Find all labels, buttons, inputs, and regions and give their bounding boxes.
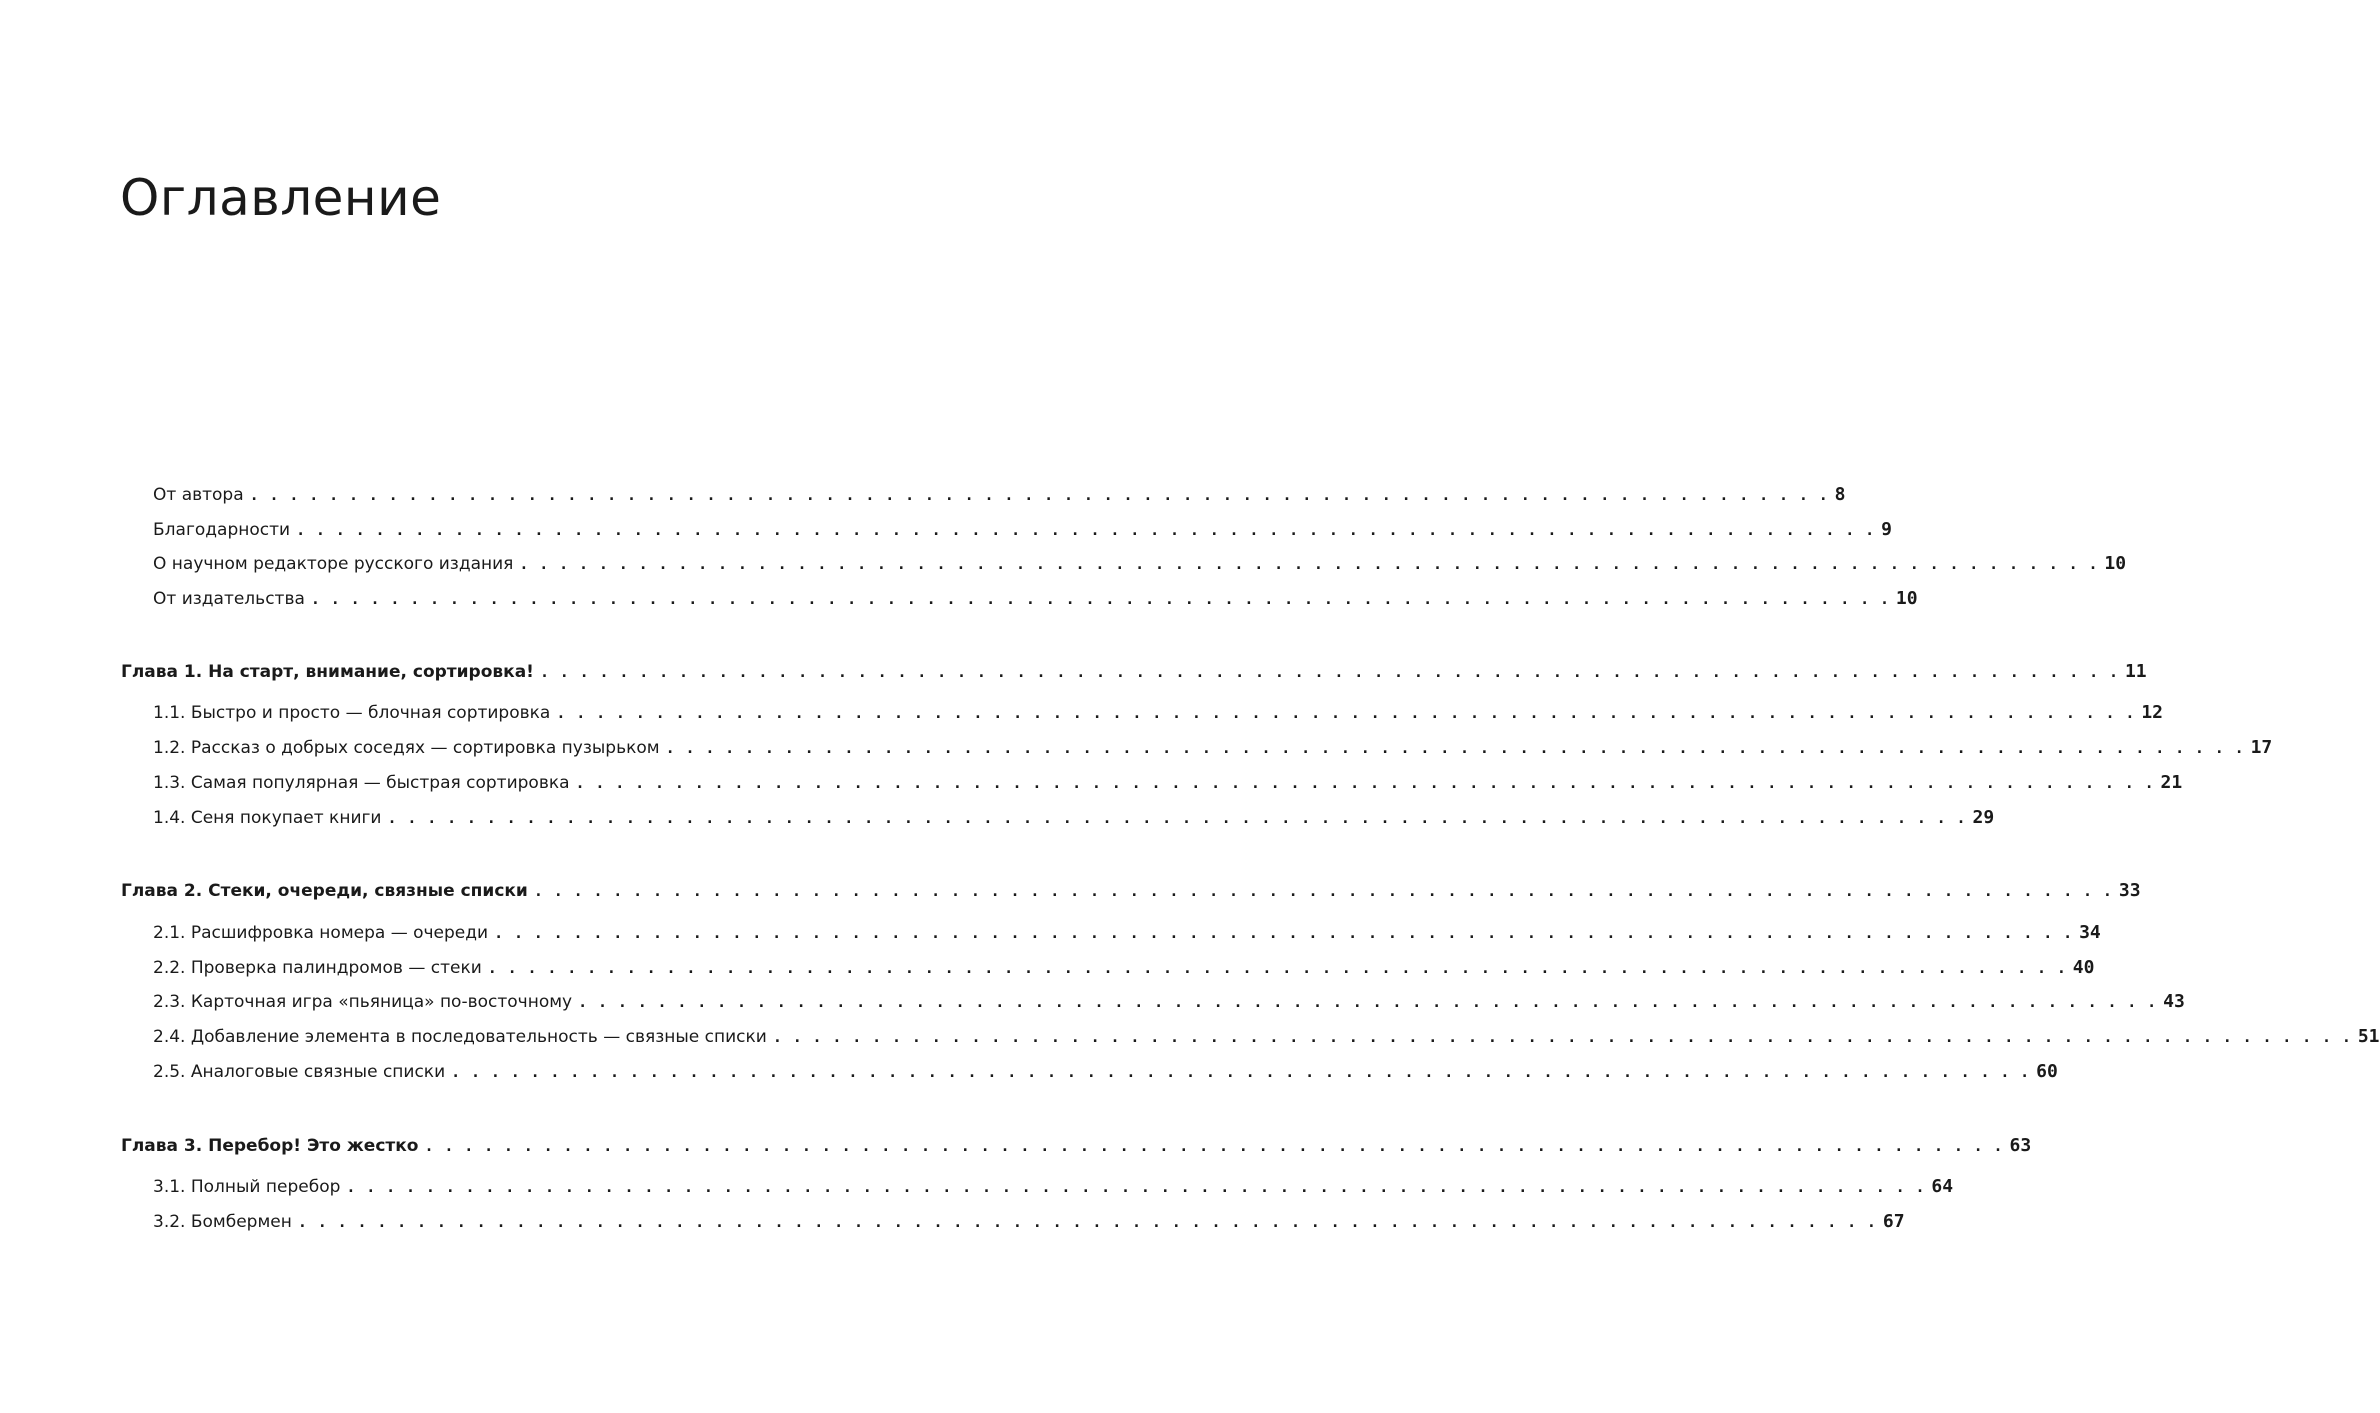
toc-page-number: 12 [2141, 702, 2164, 723]
toc-entry-front[interactable] [153, 547, 2127, 575]
dot-leader: . . . . . . . . . . . . . . . . . . . . . . . . . . . . . . . . . . . . . . . . . . . . . . . . . . . . . . . . . . . . . . . . . . . . . . . . . . . . . . . . [556, 704, 2136, 722]
toc-page-number: 40 [2072, 957, 2095, 978]
toc-section-label: 3.1. Полный перебор [153, 1177, 341, 1197]
dot-leader: . . . . . . . . . . . . . . . . . . . . . . . . . . . . . . . . . . . . . . . . . . . . . . . . . . . . . . . . . . . . . . . . . . . . . . . . . . . . . . . . [539, 663, 2119, 681]
toc-chapter-label: Глава 2. Стеки, очереди, связные списки [121, 881, 528, 901]
toc-chapter-label: Глава 3. Перебор! Это жестко [121, 1136, 419, 1156]
page-title: Оглавление [120, 169, 442, 227]
toc-entry-front[interactable] [153, 582, 1918, 610]
dot-leader: . . . . . . . . . . . . . . . . . . . . . . . . . . . . . . . . . . . . . . . . . . . . . . . . . . . . . . . . . . . . . . . . . . . . . . . . . . . . . . . . [575, 774, 2155, 792]
toc-page-number: 10 [1895, 588, 1918, 609]
toc-page-number: 60 [2036, 1061, 2058, 1082]
toc-entry-label: От автора [153, 485, 244, 505]
toc-section-label: 3.2. Бомбермен [153, 1212, 292, 1232]
toc-page-number: 8 [1834, 484, 1846, 505]
dot-leader: . . . . . . . . . . . . . . . . . . . . . . . . . . . . . . . . . . . . . . . . . . . . . . . . . . . . . . . . . . . . . . . . . . . . . . . . . . . . . . . . [424, 1137, 2004, 1155]
toc-section-label: 2.1. Расшифровка номера — очереди [153, 923, 489, 943]
dot-leader: . . . . . . . . . . . . . . . . . . . . . . . . . . . . . . . . . . . . . . . . . . . . . . . . . . . . . . . . . . . . . . . . . . . . . . . . . . . . . . . . [296, 521, 1876, 539]
toc-page-number: 33 [2118, 880, 2141, 901]
toc-page-number: 63 [2009, 1135, 2032, 1156]
toc-page-number: 67 [1882, 1211, 1905, 1232]
toc-section[interactable] [153, 1205, 1905, 1233]
toc-section-label: 1.4. Сеня покупает книги [153, 808, 382, 828]
toc-section-label: 1.1. Быстро и просто — блочная сортировка [153, 703, 551, 723]
dot-leader: . . . . . . . . . . . . . . . . . . . . . . . . . . . . . . . . . . . . . . . . . . . . . . . . . . . . . . . . . . . . . . . . . . . . . . . . . . . . . . . . [249, 486, 1829, 504]
toc-page-number: 11 [2124, 661, 2147, 682]
dot-leader: . . . . . . . . . . . . . . . . . . . . . . . . . . . . . . . . . . . . . . . . . . . . . . . . . . . . . . . . . . . . . . . . . . . . . . . . . . . . . . . . [665, 739, 2245, 757]
toc-entry-label: Благодарности [153, 520, 291, 540]
dot-leader: . . . . . . . . . . . . . . . . . . . . . . . . . . . . . . . . . . . . . . . . . . . . . . . . . . . . . . . . . . . . . . . . . . . . . . . . . . . . . . . . [310, 590, 1890, 608]
dot-leader: . . . . . . . . . . . . . . . . . . . . . . . . . . . . . . . . . . . . . . . . . . . . . . . . . . . . . . . . . . . . . . . . . . . . . . . . . . . . . . . . [297, 1213, 1877, 1231]
toc-section[interactable] [153, 985, 2185, 1013]
toc-section[interactable] [153, 696, 2164, 724]
toc-chapter-1[interactable] [121, 655, 2147, 683]
toc-section[interactable] [153, 1020, 2380, 1048]
dot-leader: . . . . . . . . . . . . . . . . . . . . . . . . . . . . . . . . . . . . . . . . . . . . . . . . . . . . . . . . . . . . . . . . . . . . . . . . . . . . . . . . [387, 809, 1967, 827]
toc-page-number: 64 [1931, 1176, 1954, 1197]
toc-page-number: 10 [2104, 553, 2127, 574]
toc-chapter-3[interactable] [121, 1129, 2032, 1157]
toc-section-label: 1.2. Рассказ о добрых соседях — сортировка пузырьком [153, 738, 660, 758]
toc-section-label: 2.3. Карточная игра «пьяница» по-восточному [153, 992, 573, 1012]
toc-section-label: 2.2. Проверка палиндромов — стеки [153, 958, 482, 978]
toc-chapter-label: Глава 1. На старт, внимание, сортировка! [121, 662, 534, 682]
toc-section[interactable] [153, 1170, 1954, 1198]
toc-page-number: 21 [2160, 772, 2183, 793]
toc-section-label: 1.3. Самая популярная — быстрая сортировка [153, 773, 570, 793]
toc-entry-label: От издательства [153, 589, 305, 609]
dot-leader: . . . . . . . . . . . . . . . . . . . . . . . . . . . . . . . . . . . . . . . . . . . . . . . . . . . . . . . . . . . . . . . . . . . . . . . . . . . . . . . . [519, 555, 2099, 573]
toc-page-number: 9 [1881, 519, 1892, 540]
dot-leader: . . . . . . . . . . . . . . . . . . . . . . . . . . . . . . . . . . . . . . . . . . . . . . . . . . . . . . . . . . . . . . . . . . . . . . . . . . . . . . . . [487, 959, 2067, 977]
toc-section-label: 2.5. Аналоговые связные списки [153, 1062, 446, 1082]
toc-page-number: 51 [2357, 1026, 2380, 1047]
toc-entry-label: О научном редакторе русского издания [153, 554, 514, 574]
toc-entry-front[interactable] [153, 513, 1892, 541]
toc-page-number: 17 [2250, 737, 2273, 758]
toc-section-label: 2.4. Добавление элемента в последовательность — связные списки [153, 1027, 767, 1047]
toc-page-number: 29 [1972, 807, 1995, 828]
dot-leader: . . . . . . . . . . . . . . . . . . . . . . . . . . . . . . . . . . . . . . . . . . . . . . . . . . . . . . . . . . . . . . . . . . . . . . . . . . . . . . . . [494, 924, 2074, 942]
toc-section[interactable] [153, 731, 2273, 759]
dot-leader: . . . . . . . . . . . . . . . . . . . . . . . . . . . . . . . . . . . . . . . . . . . . . . . . . . . . . . . . . . . . . . . . . . . . . . . . . . . . . . . . [772, 1028, 2352, 1046]
toc-page-number: 43 [2163, 991, 2185, 1012]
toc-entry-front[interactable] [153, 478, 1846, 506]
toc-section[interactable] [153, 766, 2183, 794]
dot-leader: . . . . . . . . . . . . . . . . . . . . . . . . . . . . . . . . . . . . . . . . . . . . . . . . . . . . . . . . . . . . . . . . . . . . . . . . . . . . . . . . [451, 1063, 2031, 1081]
toc-page-number: 34 [2079, 922, 2101, 943]
toc-section[interactable] [153, 951, 2095, 979]
dot-leader: . . . . . . . . . . . . . . . . . . . . . . . . . . . . . . . . . . . . . . . . . . . . . . . . . . . . . . . . . . . . . . . . . . . . . . . . . . . . . . . . [346, 1178, 1926, 1196]
dot-leader: . . . . . . . . . . . . . . . . . . . . . . . . . . . . . . . . . . . . . . . . . . . . . . . . . . . . . . . . . . . . . . . . . . . . . . . . . . . . . . . . [533, 882, 2113, 900]
dot-leader: . . . . . . . . . . . . . . . . . . . . . . . . . . . . . . . . . . . . . . . . . . . . . . . . . . . . . . . . . . . . . . . . . . . . . . . . . . . . . . . . [578, 993, 2158, 1011]
toc-section[interactable] [153, 801, 1995, 829]
toc-section[interactable] [153, 916, 2101, 944]
toc-section[interactable] [153, 1055, 2058, 1083]
toc-chapter-2[interactable] [121, 874, 2141, 902]
